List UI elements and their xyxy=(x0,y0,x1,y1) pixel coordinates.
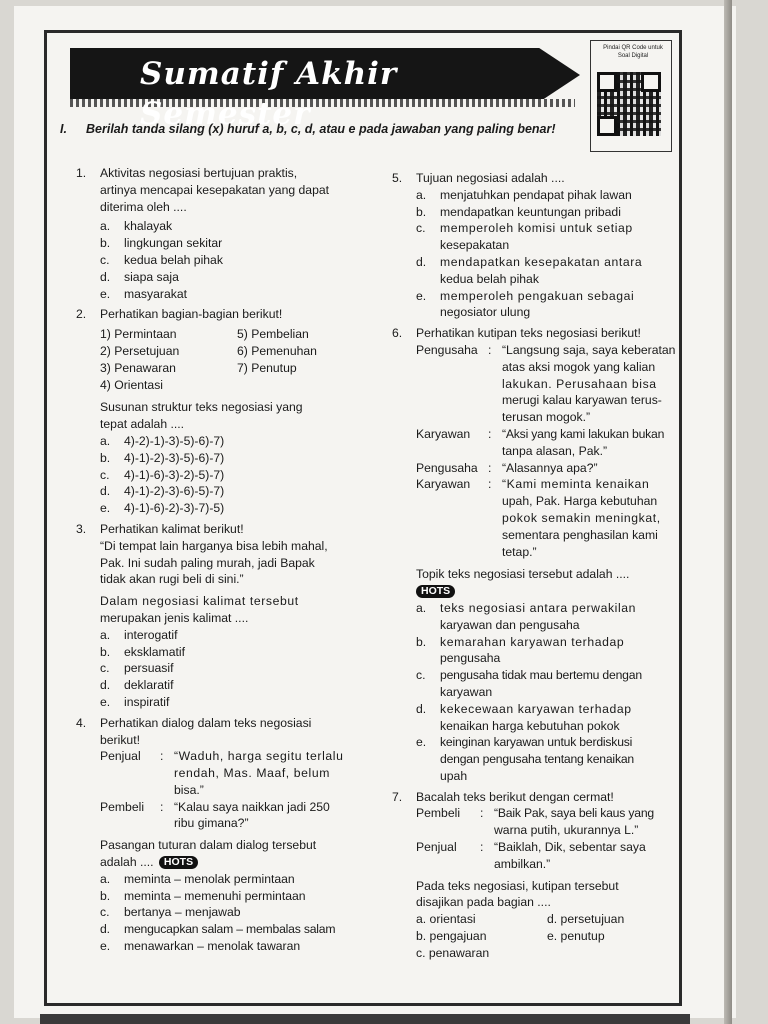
option-letter: d. xyxy=(416,701,427,716)
option-text: keinginan karyawan untuk berdiskusi xyxy=(440,735,633,750)
parts-row xyxy=(76,343,374,360)
option-text: khalayak xyxy=(124,219,173,234)
options-row xyxy=(392,945,678,962)
option-text: siapa saja xyxy=(124,269,179,284)
option-text: kedua belah pihak xyxy=(124,252,223,267)
dialog-line-pembeli xyxy=(392,805,678,839)
option-letter: e. xyxy=(416,735,427,750)
speech-line: “Langsung saja, saya keberatan xyxy=(502,342,676,357)
option-text: kesepakatan xyxy=(440,238,510,253)
question-7 xyxy=(392,789,678,806)
option-text: interogatif xyxy=(124,627,178,642)
option-letter: c. xyxy=(100,467,110,482)
option-letter: c. xyxy=(100,661,110,676)
qr-finder-icon xyxy=(597,116,617,136)
speech-line: merugi kalau karyawan terus- xyxy=(502,393,662,408)
speaker-name: Penjual xyxy=(100,749,141,764)
instruction-text: Berilah tanda silang (x) huruf a, b, c, d, atau e pada jawaban yang paling benar! xyxy=(86,122,556,136)
hots-badge: HOTS xyxy=(159,856,198,869)
speech-text xyxy=(502,426,678,460)
stem-text: adalah .... xyxy=(100,855,154,870)
part-item: 5) Pembelian xyxy=(237,327,309,342)
dialog-line-pengusaha xyxy=(392,460,678,477)
question-1 xyxy=(76,165,374,215)
part-item xyxy=(237,377,374,394)
question-5 xyxy=(392,170,678,187)
option-letter: a. xyxy=(416,600,427,615)
qr-finder-icon xyxy=(597,72,617,92)
option-text: 4)-1)-2)-3)-5)-6)-7) xyxy=(124,450,225,465)
question-stem xyxy=(392,566,678,600)
option-text: 4)-1)-6)-3)-2)-5)-7) xyxy=(124,467,225,482)
speech-line: sementara penghasilan kami xyxy=(502,527,658,542)
question-number: 6. xyxy=(392,326,403,341)
speech-line: ambilkan.” xyxy=(494,856,551,871)
option-text: bertanya – menjawab xyxy=(124,905,241,920)
colon: : xyxy=(480,806,484,821)
speech-line: bisa.” xyxy=(174,782,204,797)
option-q5-d[interactable] xyxy=(392,254,678,288)
option-letter: a. xyxy=(100,871,111,886)
colon: : xyxy=(488,426,492,441)
option-text: mengucapkan salam – membalas salam xyxy=(124,922,336,937)
speaker-name: Karyawan xyxy=(416,426,471,441)
question-line: Perhatikan dialog dalam teks negosiasi xyxy=(100,715,312,730)
question-4 xyxy=(76,715,374,749)
option-q3-e[interactable] xyxy=(76,694,374,711)
option-q7-b[interactable]: b. pengajuan xyxy=(416,929,487,944)
option-text: kekecewaan karyawan terhadap xyxy=(440,701,632,716)
speech-line: terusan mogok.” xyxy=(502,410,591,425)
option-letter: e. xyxy=(100,939,111,954)
question-text: Perhatikan kutipan teks negosiasi berikut! xyxy=(416,326,641,341)
quote-line: Pak. Ini sudah paling murah, jadi Bapak xyxy=(100,555,315,570)
parts-row xyxy=(76,326,374,343)
speech-line: atas aksi mogok yang kalian xyxy=(502,359,656,374)
option-q5-c[interactable] xyxy=(392,220,678,254)
stem-line: Dalam negosiasi kalimat tersebut xyxy=(100,594,299,609)
dialog-line-penjual xyxy=(76,748,374,798)
option-q2-d[interactable] xyxy=(76,483,374,500)
option-q7-a[interactable]: a. orientasi xyxy=(416,912,476,927)
option-letter: b. xyxy=(416,204,427,219)
page-edge xyxy=(724,0,732,1024)
question-text xyxy=(100,165,374,215)
part-item: 2) Persetujuan xyxy=(100,343,180,358)
part-item: 4) Orientasi xyxy=(100,377,163,392)
question-line: Aktivitas negosiasi bertujuan praktis, xyxy=(100,166,298,180)
speech-text xyxy=(502,342,678,426)
page-title: Sumatif Akhir Semester xyxy=(140,56,398,132)
option-q1-b[interactable] xyxy=(76,235,374,252)
quoted-sentence xyxy=(76,538,374,588)
option-text: menjatuhkan pendapat pihak lawan xyxy=(440,187,632,202)
speaker-name: Pengusaha xyxy=(416,460,478,475)
left-column xyxy=(76,165,374,955)
option-letter: b. xyxy=(100,450,111,465)
speech-text xyxy=(174,748,374,798)
hots-badge: HOTS xyxy=(416,585,455,598)
option-letter: e. xyxy=(100,286,111,301)
question-number: 3. xyxy=(76,521,87,536)
speaker-name: Pembeli xyxy=(100,799,145,814)
option-text: dengan pengusaha tentang kenaikan xyxy=(440,752,634,767)
option-text: mendapatkan kesepakatan antara xyxy=(440,254,643,269)
part-item: 6) Pemenuhan xyxy=(237,343,317,358)
option-letter: b. xyxy=(100,236,111,251)
frame-border-bottom xyxy=(44,1003,682,1006)
option-q6-a[interactable] xyxy=(392,600,678,634)
option-letter: e. xyxy=(100,694,111,709)
stem-line xyxy=(416,583,678,600)
option-q2-a[interactable] xyxy=(76,433,374,450)
options-row xyxy=(392,928,678,945)
option-q4-b[interactable] xyxy=(76,888,374,905)
option-letter: d. xyxy=(100,484,111,499)
section-number: I. xyxy=(60,122,67,136)
dialog-line-pengusaha xyxy=(392,342,678,426)
option-q7-e[interactable]: e. penutup xyxy=(547,929,605,944)
stem-line: Pasangan tuturan dalam dialog tersebut xyxy=(100,838,317,853)
option-letter: a. xyxy=(100,433,111,448)
dialog-line-pembeli xyxy=(76,799,374,833)
option-text: negosiator ulung xyxy=(440,305,531,320)
question-number: 4. xyxy=(76,715,87,730)
speech-line: tanpa alasan, Pak.” xyxy=(502,443,608,458)
option-text: kemarahan karyawan terhadap xyxy=(440,634,625,649)
speech-text xyxy=(494,839,678,873)
option-q4-c[interactable] xyxy=(76,904,374,921)
option-q7-empty xyxy=(547,945,678,962)
parts-row xyxy=(76,360,374,377)
speech-line: warna putih, ukurannya L.” xyxy=(494,823,639,838)
option-letter: c. xyxy=(100,252,110,267)
option-text: lingkungan sekitar xyxy=(124,236,223,251)
question-number: 2. xyxy=(76,307,87,322)
question-3 xyxy=(76,521,374,538)
option-q7-d[interactable]: d. persetujuan xyxy=(547,912,625,927)
speech-text xyxy=(494,805,678,839)
option-text: kedua belah pihak xyxy=(440,271,539,286)
option-q3-c[interactable] xyxy=(76,660,374,677)
quote-line: “Di tempat lain harganya bisa lebih mahal, xyxy=(100,538,328,553)
option-text: memperoleh komisi untuk setiap xyxy=(440,221,633,236)
question-text xyxy=(100,715,374,749)
option-q2-b[interactable] xyxy=(76,450,374,467)
frame-border-top xyxy=(44,30,682,33)
speech-line: lakukan. Perusahaan bisa xyxy=(502,376,657,391)
option-text: masyarakat xyxy=(124,286,187,301)
speech-line: “Baiklah, Dik, sebentar saya xyxy=(494,840,646,855)
option-letter: a. xyxy=(100,219,111,234)
frame-border-right xyxy=(679,30,682,1005)
option-letter: d. xyxy=(100,678,111,693)
option-letter: c. xyxy=(416,668,426,683)
option-q1-a[interactable] xyxy=(76,218,374,235)
option-text: 4)-1)-2)-3)-6)-5)-7) xyxy=(124,484,225,499)
stem-line xyxy=(100,854,374,871)
quote-line: tidak akan rugi beli di sini.” xyxy=(100,572,244,587)
option-text: inspiratif xyxy=(124,694,170,709)
right-column xyxy=(392,170,678,962)
colon: : xyxy=(488,342,492,357)
option-q6-e[interactable] xyxy=(392,734,678,784)
part-item: 7) Penutup xyxy=(237,360,297,375)
speech-line: “Kalau saya naikkan jadi 250 xyxy=(174,799,330,814)
options-row xyxy=(392,911,678,928)
question-text: Tujuan negosiasi adalah .... xyxy=(416,171,565,185)
option-q6-d[interactable] xyxy=(392,701,678,735)
option-text: menawarkan – menolak tawaran xyxy=(124,939,301,954)
option-q1-d[interactable] xyxy=(76,269,374,286)
dialog-line-karyawan xyxy=(392,476,678,560)
question-number: 7. xyxy=(392,789,403,804)
question-number: 1. xyxy=(76,166,87,180)
stem-line: merupakan jenis kalimat .... xyxy=(100,610,249,625)
speaker-name: Karyawan xyxy=(416,477,471,492)
option-q6-b[interactable] xyxy=(392,634,678,668)
option-q6-c[interactable] xyxy=(392,667,678,701)
colon: : xyxy=(160,749,164,764)
speech-line: upah, Pak. Harga kebutuhan xyxy=(502,494,658,509)
question-stem xyxy=(76,837,374,871)
option-text: pengusaha xyxy=(440,651,501,666)
part-item: 3) Penawaran xyxy=(100,360,176,375)
speech-line: “Waduh, harga segitu terlalu xyxy=(174,749,344,764)
option-q4-d[interactable] xyxy=(76,921,374,938)
option-text: memperoleh pengakuan sebagai xyxy=(440,288,635,303)
dialog-line-karyawan xyxy=(392,426,678,460)
speech-text xyxy=(502,476,678,560)
colon: : xyxy=(488,460,492,475)
stem-line: Susunan struktur teks negosiasi yang xyxy=(100,400,303,415)
section-instruction xyxy=(60,122,580,137)
question-6 xyxy=(392,325,678,342)
speech-text xyxy=(174,799,374,833)
frame-border-left xyxy=(44,30,47,1005)
option-letter: e. xyxy=(416,288,427,303)
speaker-name: Pengusaha xyxy=(416,342,478,357)
speech-line: pokok semakin meningkat, xyxy=(502,510,661,525)
speech-line: “Alasannya apa?” xyxy=(502,460,598,475)
question-stem xyxy=(76,593,374,627)
parts-row xyxy=(76,377,374,394)
question-line: artinya mencapai kesepakatan yang dapat xyxy=(100,182,330,197)
dialog-line-penjual xyxy=(392,839,678,873)
question-text: Bacalah teks berikut dengan cermat! xyxy=(416,789,614,804)
option-text: deklaratif xyxy=(124,678,174,693)
option-text: teks negosiasi antara perwakilan xyxy=(440,600,637,615)
option-q3-d[interactable] xyxy=(76,677,374,694)
colon: : xyxy=(480,840,484,855)
speech-line: tetap.” xyxy=(502,544,537,559)
option-letter: c. xyxy=(416,221,426,236)
part-item: 1) Permintaan xyxy=(100,327,177,342)
colon: : xyxy=(488,477,492,492)
question-number: 5. xyxy=(392,171,403,185)
option-letter: a. xyxy=(100,627,111,642)
option-q2-e[interactable] xyxy=(76,500,374,517)
option-q5-b[interactable] xyxy=(392,204,678,221)
option-text: karyawan dan pengusaha xyxy=(440,617,580,632)
speaker-name: Pembeli xyxy=(416,806,461,821)
option-text: meminta – menolak permintaan xyxy=(124,871,295,886)
colon: : xyxy=(160,799,164,814)
option-text: upah xyxy=(440,768,468,783)
option-text: persuasif xyxy=(124,661,174,676)
stem-line: Pada teks negosiasi, kutipan tersebut xyxy=(416,878,619,893)
speech-line: rendah, Mas. Maaf, belum xyxy=(174,766,330,781)
option-letter: e. xyxy=(100,501,111,516)
question-stem xyxy=(76,399,374,433)
speech-line: ribu gimana?” xyxy=(174,816,249,831)
option-text: 4)-2)-1)-3)-5)-6)-7) xyxy=(124,433,225,448)
option-q2-c[interactable] xyxy=(76,467,374,484)
stem-line: Topik teks negosiasi tersebut adalah .... xyxy=(416,567,630,582)
option-text: karyawan xyxy=(440,684,493,699)
option-letter: b. xyxy=(100,888,111,903)
option-text: mendapatkan keuntungan pribadi xyxy=(440,204,621,219)
stem-line: disajikan pada bagian .... xyxy=(416,895,551,910)
option-text: pengusaha tidak mau bertemu dengan xyxy=(440,668,642,683)
option-letter: d. xyxy=(100,922,110,937)
speaker-name: Penjual xyxy=(416,840,457,855)
option-q5-a[interactable] xyxy=(392,187,678,204)
speech-line: “Aksi yang kami lakukan bukan xyxy=(502,426,665,441)
option-q7-c[interactable]: c. penawaran xyxy=(416,945,490,960)
speech-line: “Kami meminta kenaikan xyxy=(502,477,650,492)
speech-text xyxy=(502,460,678,477)
option-q1-e[interactable] xyxy=(76,286,374,303)
question-stem xyxy=(392,878,678,912)
qr-finder-icon xyxy=(641,72,661,92)
option-letter: d. xyxy=(416,254,427,269)
option-q3-b[interactable] xyxy=(76,644,374,661)
qr-caption: Pindai QR Code untuk Soal Digital xyxy=(603,45,663,59)
option-q5-e[interactable] xyxy=(392,288,678,322)
question-2 xyxy=(76,306,374,323)
option-text: eksklamatif xyxy=(124,644,185,659)
option-q1-c[interactable] xyxy=(76,252,374,269)
stem-line: tepat adalah .... xyxy=(100,417,185,432)
question-line: diterima oleh .... xyxy=(100,199,187,214)
option-letter: d. xyxy=(100,269,111,284)
question-text: Perhatikan kalimat berikut! xyxy=(100,521,244,536)
option-text: meminta – memenuhi permintaan xyxy=(124,888,306,903)
option-q3-a[interactable] xyxy=(76,627,374,644)
option-text: 4)-1)-6)-2)-3)-7)-5) xyxy=(124,501,225,516)
option-letter: b. xyxy=(416,634,427,649)
speech-line: “Baik Pak, saya beli kaus yang xyxy=(494,806,654,821)
bottom-band xyxy=(40,1014,690,1024)
option-q4-a[interactable] xyxy=(76,871,374,888)
option-letter: c. xyxy=(100,905,110,920)
question-text: Perhatikan bagian-bagian berikut! xyxy=(100,307,283,322)
question-line: berikut! xyxy=(100,732,140,747)
option-text: kenaikan harga kebutuhan pokok xyxy=(440,718,620,733)
option-letter: a. xyxy=(416,187,427,202)
option-q4-e[interactable] xyxy=(76,938,374,955)
option-letter: b. xyxy=(100,644,111,659)
